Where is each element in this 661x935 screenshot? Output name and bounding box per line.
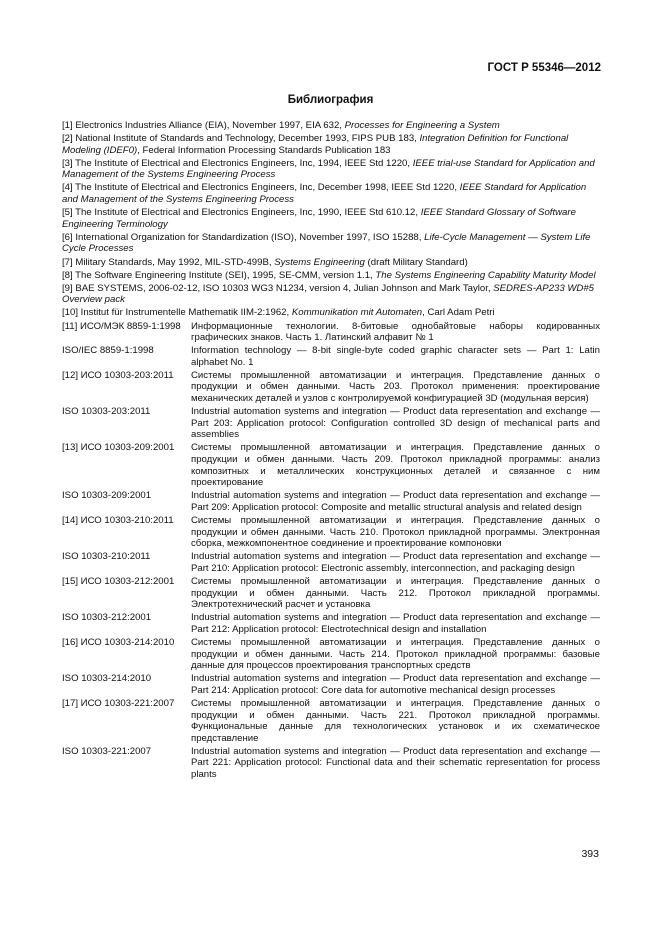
reference-title: Kommunikation mit Automaten — [291, 307, 423, 319]
reference-item — [62, 182, 600, 205]
reference-row — [62, 406, 600, 441]
reference-title: Processes for Engineering a System — [344, 120, 500, 131]
reference-description: Информационные технологии. 8-битовые однобайтовые наборы кодированных графических знаков. Часть 1. Латинский алфавит № 1 — [191, 320, 600, 344]
reference-title: Integration Definition for Functional Modeling (IDEF0) — [62, 133, 569, 156]
reference-tail: , Federal Information Processing Standards Publication 183 — [137, 144, 391, 156]
reference-row — [62, 345, 600, 368]
reference-row — [62, 551, 600, 574]
reference-description: Industrial automation systems and integration — Product data representation and exchange — Part 210: Application protocol: Electronic assembly, interconnection, and packaging design — [191, 551, 600, 574]
reference-text: [10] Institut für Instrumentelle Mathematik IIM-2:1962, — [62, 307, 292, 319]
reference-code: ISO 10303-221:2007 — [62, 745, 152, 757]
reference-row — [62, 698, 600, 744]
page-title: Библиография — [287, 94, 374, 106]
reference-item — [62, 257, 600, 269]
reference-item — [62, 307, 600, 319]
reference-description: Системы промышленной автоматизации и интеграция. Представление данных о продукции и обмен данными. Часть 214. Протокол прикладной программы: базовые данные для процессов проектирования транспортных средств — [191, 636, 600, 672]
reference-title: IEEE Standard Glossary of Software Engineering Terminology — [62, 207, 576, 230]
standard-header: ГОСТ Р 55346—2012 — [487, 62, 601, 74]
reference-code: [14] ИСО 10303-210:2011 — [62, 515, 174, 526]
reference-row — [62, 576, 600, 611]
reference-item — [62, 232, 600, 255]
reference-description: Системы промышленной автоматизации и интеграция. Представление данных о продукции и обмен данными. Часть 212. Протокол прикладной программы. Электротехнический расчет и установка — [191, 575, 600, 611]
reference-row — [62, 490, 600, 513]
reference-text: [8] The Software Engineering Institute (SEI), 1995, SE-CMM, version 1.1, — [62, 269, 376, 281]
reference-row — [62, 612, 600, 635]
reference-description: Industrial automation systems and integration — Product data representation and exchange — Part 221: Application protocol: Functional data and their schematic representation for process plants — [191, 745, 600, 780]
reference-code: ISO 10303-210:2011 — [62, 551, 151, 563]
reference-code: ISO 10303-209:2001 — [62, 490, 152, 502]
reference-code: [12] ИСО 10303-203:2011 — [62, 369, 174, 381]
reference-tail: (draft Military Standard) — [364, 256, 468, 268]
reference-title: Systems Engineering — [274, 256, 365, 268]
reference-title: Life-Cycle Management — System Life Cycle Processes — [62, 231, 591, 255]
reference-description: Industrial automation systems and integration — Product data representation and exchange — Part 214: Application protocol: Core data for automotive mechanical design processes — [191, 673, 600, 696]
reference-row — [62, 515, 600, 550]
reference-item — [62, 270, 600, 282]
page-number: 393 — [581, 848, 599, 860]
reference-title: IEEE Standard for Application and Management of the Systems Engineering Process — [62, 182, 587, 206]
reference-tail: , Carl Adam Petri — [422, 307, 495, 319]
reference-description: Системы промышленной автоматизации и интеграция. Представление данных о продукции и обмен данными. Часть 209. Протокол прикладной программы: анализ композитных и металлических конструкционных деталей и связанное с ним проектирование — [191, 442, 600, 489]
reference-description: Industrial automation systems and integration — Product data representation and exchange — Part 212: Application protocol: Electrotechnical design and installation — [191, 612, 600, 635]
reference-text: [4] The Institute of Electrical and Electronics Engineers, Inc, December 1998, IEEE Std 1220, — [62, 182, 460, 194]
reference-title: SEDRES-AP233 WD#5 Overview pack — [62, 282, 595, 306]
reference-code: [17] ИСО 10303-221:2007 — [62, 697, 175, 709]
reference-text: [2] National Institute of Standards and Technology, December 1993, FIPS PUB 183, — [62, 133, 420, 145]
reference-description: Системы промышленной автоматизации и интеграция. Представление данных о продукции и обмен данными. Часть 210. Протокол прикладной программы. Электронная сборка, межкомпонентное соединение и проектирование компоновки — [191, 515, 600, 550]
reference-list-simple — [62, 120, 600, 319]
reference-description: Системы промышленной автоматизации и интеграция. Представление данных о продукции и обмен данными. Часть 203. Протокол применения: проектирование механических деталей и узлов с контролируемой конфигурацией 3D (модульная версия) — [191, 369, 600, 405]
reference-description: Industrial automation systems and integration — Product data representation and exchange — Part 203: Application protocol: Configuration controlled 3D design of mechanical parts and assemblies — [191, 406, 600, 441]
reference-row — [62, 370, 600, 405]
reference-code: [16] ИСО 10303-214:2010 — [62, 636, 175, 648]
reference-row — [62, 321, 600, 344]
reference-item — [62, 120, 600, 132]
reference-description: Information technology — 8-bit single-byte coded graphic character sets — Part 1: Latin alphabet No. 1 — [191, 345, 600, 368]
reference-code: ISO 10303-203:2011 — [62, 406, 151, 418]
reference-text: [3] The Institute of Electrical and Electronics Engineers, Inc, 1994, IEEE Std 1220, — [62, 157, 413, 169]
reference-description: Industrial automation systems and integration — Product data representation and exchange — Part 209: Application protocol: Composite and metallic structural analysis and related design — [191, 490, 600, 513]
reference-item — [62, 158, 600, 181]
reference-row — [62, 673, 600, 696]
reference-text: [9] BAE SYSTEMS, 2006-02-12, ISO 10303 WG3 N1234, version 4, Julian Johnson and Mark Taylor, — [62, 282, 494, 294]
reference-text: [5] The Institute of Electrical and Electronics Engineers, Inc, 1990, IEEE Std 610.12, — [62, 207, 421, 219]
bibliography-list — [62, 120, 600, 782]
reference-text: [6] International Organization for Standardization (ISO), November 1997, ISO 15288, — [62, 231, 425, 243]
reference-code: [13] ИСО 10303-209:2001 — [62, 442, 175, 454]
reference-code: [11] ИСО/МЭК 8859-1:1998 — [62, 320, 181, 332]
reference-title: IEEE trial-use Standard for Application and Management of the Systems Engineering Process — [62, 157, 595, 181]
reference-text: [1] Electronics Industries Alliance (EIA), November 1997, EIA 632, — [62, 120, 345, 131]
reference-item — [62, 133, 600, 156]
reference-title: The Systems Engineering Capability Maturity Model — [375, 269, 596, 281]
reference-list-standards — [62, 321, 600, 781]
reference-item — [62, 283, 600, 306]
reference-code: ISO/IEC 8859-1:1998 — [62, 345, 154, 357]
reference-row — [62, 442, 600, 488]
reference-row — [62, 746, 600, 781]
reference-description: Системы промышленной автоматизации и интеграция. Представление данных о продукции и обмен данными. Часть 221. Протокол прикладной программы. Функциональные данные для технологических установок и их схематическое представление — [191, 697, 600, 744]
reference-code: ISO 10303-212:2001 — [62, 612, 152, 624]
reference-text: [7] Military Standards, May 1992, MIL-STD-499B, — [62, 256, 275, 268]
reference-item — [62, 207, 600, 230]
reference-row — [62, 637, 600, 672]
reference-code: [15] ИСО 10303-212:2001 — [62, 575, 175, 587]
reference-code: ISO 10303-214:2010 — [62, 673, 152, 685]
